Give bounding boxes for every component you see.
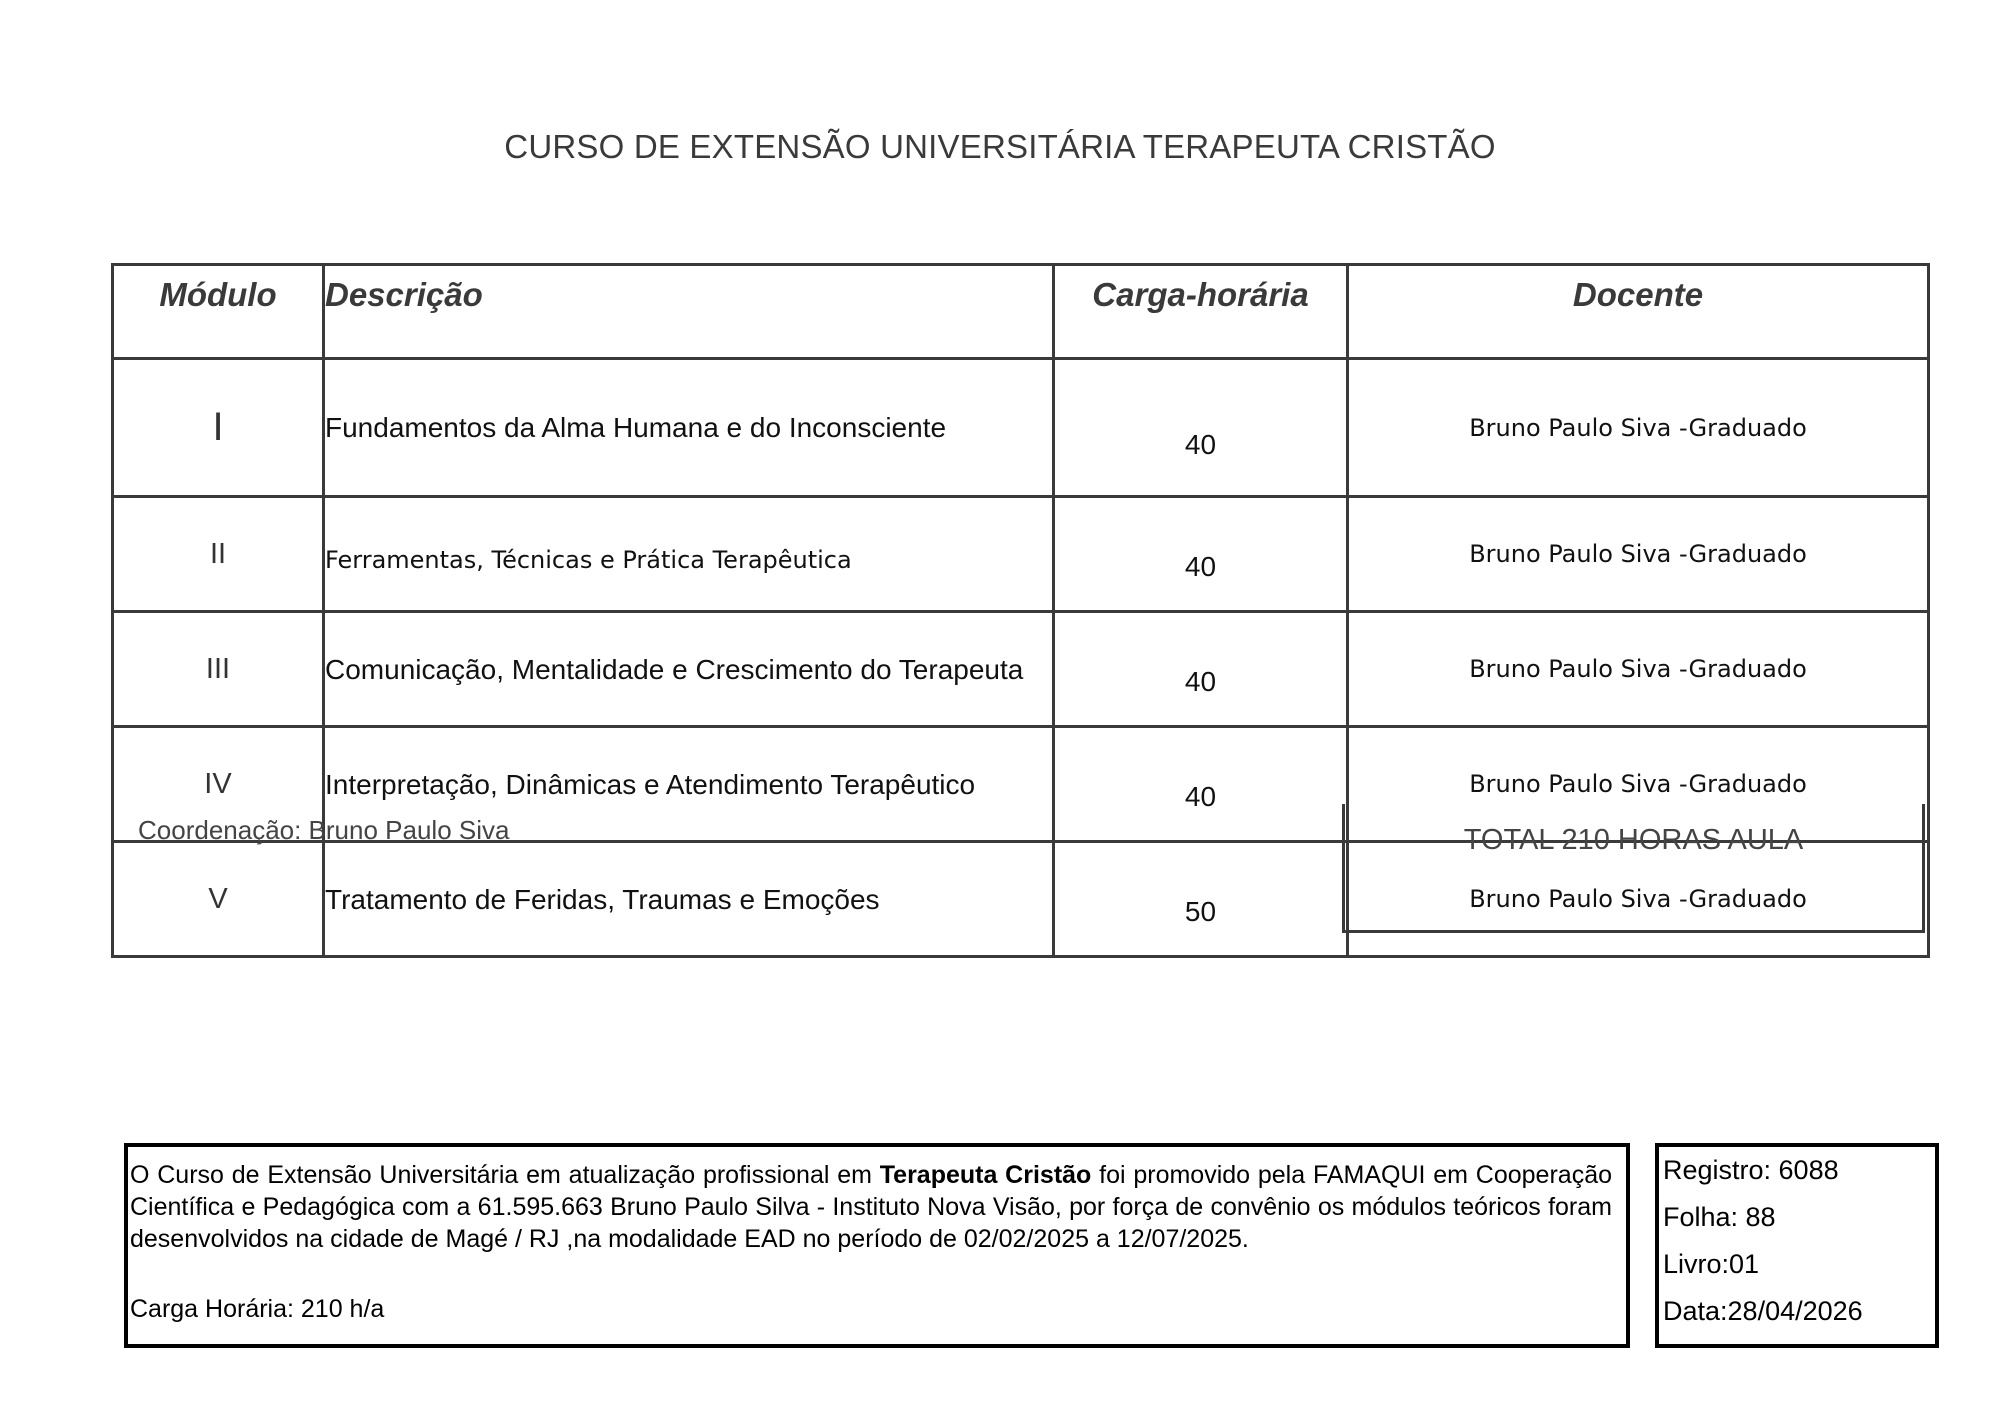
course-name: Terapeuta Cristão [879,1161,1092,1189]
module-number: I [113,359,324,497]
sheet-number: Folha: 88 [1663,1202,1776,1232]
table-header-row [113,265,1929,359]
module-teacher: Bruno Paulo Siva -Graduado [1348,842,1929,957]
module-hours: 40 [1054,727,1348,842]
table-row [113,612,1929,727]
info-text-before: O Curso de Extensão Universitária em atualização profissional em [130,1161,880,1189]
table-row [113,497,1929,612]
coordination-label: Coordenação: Bruno Paulo Siva [138,815,510,845]
registry-number: Registro: 6088 [1663,1155,1839,1185]
document-title: CURSO DE EXTENSÃO UNIVERSITÁRIA TERAPEUTA CRISTÃO [504,128,1496,165]
book-number: Livro:01 [1663,1249,1760,1279]
module-description: Fundamentos da Alma Humana e do Inconsciente [324,359,1054,497]
module-description: Tratamento de Feridas, Traumas e Emoções [324,842,1054,957]
course-info-box [124,1143,1630,1348]
module-description: Comunicação, Mentalidade e Crescimento do Terapeuta [324,612,1054,727]
table-row [113,359,1929,497]
module-number: V [113,842,324,957]
header-teacher: Docente [1348,265,1929,359]
module-hours: 50 [1054,842,1348,957]
registry-date: Data:28/04/2026 [1663,1296,1863,1326]
header-module: Módulo [113,265,324,359]
module-teacher: Bruno Paulo Siva -Graduado [1348,727,1929,842]
module-number: III [113,612,324,727]
module-hours: 40 [1054,497,1348,612]
info-text-after: foi promovido pela FAMAQUI em Cooperação Científica e Pedagógica com a 61.595.663 Bruno Paulo Silva - Instituto Nova Visão, por força de convênio os módulos teóricos foram desenvolvidos na cidade de Magé / RJ ,na modalidade EAD no período de 02/02/2025 a 12/07/2025. [130,1161,1612,1253]
module-teacher: Bruno Paulo Siva -Graduado [1348,497,1929,612]
module-hours: 40 [1054,359,1348,497]
registry-box [1655,1143,1939,1348]
module-teacher: Bruno Paulo Siva -Graduado [1348,359,1929,497]
header-hours: Carga-horária [1054,265,1348,359]
course-info-text [130,1159,1612,1255]
header-description: Descrição [324,265,1054,359]
workload-label: Carga Horária: 210 h/a [130,1295,385,1323]
module-description: Interpretação, Dinâmicas e Atendimento Terapêutico [324,727,1054,842]
module-teacher: Bruno Paulo Siva -Graduado [1348,612,1929,727]
total-hours: TOTAL 210 HORAS AULA [1463,824,1804,856]
module-hours: 40 [1054,612,1348,727]
module-number: IV [113,727,324,842]
total-box [1342,804,1925,933]
module-description: Ferramentas, Técnicas e Prática Terapêutica [324,497,1054,612]
module-number: II [113,497,324,612]
